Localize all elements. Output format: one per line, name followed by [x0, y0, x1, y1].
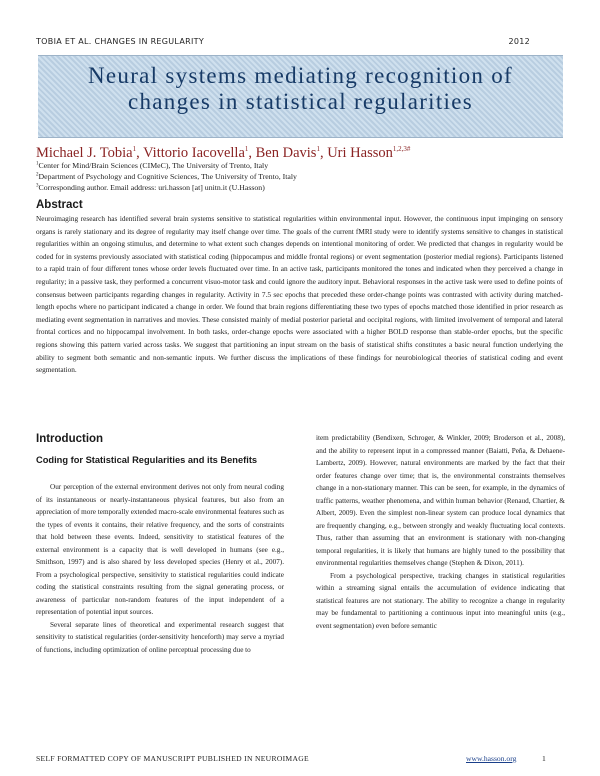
page-number: 1	[542, 754, 546, 763]
affiliation-sup: 1	[36, 161, 39, 167]
author-sup: 1	[244, 145, 249, 154]
paragraph: From a psychological perspective, tracking changes in statistical regularities within a streaming signal entails the accumulation of evidence indicating that statistical features are not stationary. The ability to recognize a change in regularity may be fundamental to partitioning a continuous input into meaningful units (e.g., event segmentation) even before semantic	[316, 571, 565, 630]
author-name: Vittorio Iacovella	[143, 145, 245, 161]
author-name: Ben Davis	[255, 145, 317, 161]
author-name: Michael J. Tobia	[36, 145, 133, 161]
left-column	[36, 481, 284, 656]
abstract-text: Neuroimaging research has identified several brain systems sensitive to statistical regularities within environmental input. However, the continuous input impinging on sensory organs is rarely stationary and its degree of regularity may itself change over time. The goals of the current fMRI study were to identify systems sensitive to changes in statistical regularities within an ongoing stimulus, and determine to what extent such changes depends on intentional monitoring of order. We predicted that changes in regularity would be coded for in systems previously associated with statistical coding (hippocampus and middle frontal regions) or event segmentation (posterior medial regions). Participants listened to a rapid train of four different tones whose order levels fluctuated over time. In an active task, participants monitored the tones and indicated when they perceived a change in regularity; in a passive task, they performed a concurrent visuo-motor task and could ignore the auditory input. Behavioral responses in the active task were used to define points of consensus between participants regarding changes in regularity. Activity in 7.5 sec epochs that preceded these order-change points was contrasted with activity during matched-length epochs where no participant indicated a change in order. We found that brain regions differentiating these two types of epochs matched those identified in prior research as mediating event segmentation in narratives and movies. These consisted mainly of medial posterior parietal and occipital regions, with limited involvement of temporal and lateral frontal cortices and no hippocampal involvement. In both tasks, order-change epochs were associated with a higher BOLD response than stable-order epochs, but the specific regions showing this pattern varied across tasks. We suggest that partitioning an input stream on the basis of statistical shifts constitutes a basic neural function underlying the ability to segment both semantic and non-semantic inputs. We further discuss the implications of these findings for neurobiological theories of statistical coding and event segmentation.	[36, 214, 563, 375]
affiliation	[36, 161, 268, 170]
footer-note: SELF FORMATTED COPY OF MANUSCRIPT PUBLISHED IN NEUROIMAGE	[36, 754, 309, 763]
affiliation	[36, 172, 297, 181]
author-list: Michael J. Tobia$^1$, Vittorio Iacovella$^1$, Ben Davis$^1$, Uri Hasson$^{1,2,3\#}$	[36, 145, 411, 161]
paragraph: Several separate lines of theoretical and experimental research suggest that sensitivity to statistical regularities (order-sensitivity henceforth) may serve a myriad of functions, including optimization of online perceptual processing due to	[36, 620, 284, 654]
abstract-heading: Abstract	[36, 199, 83, 211]
running-head-year: 2012	[508, 37, 530, 46]
affiliation-text: Corresponding author. Email address: uri.hasson [at] unitn.it (U.Hasson)	[38, 183, 265, 192]
title-line-1: Neural systems mediating recognition of	[88, 63, 513, 88]
section-subheading: Coding for Statistical Regularities and its Benefits	[36, 455, 258, 465]
affiliation-text: Center for Mind/Brain Sciences (CIMeC), The University of Trento, Italy	[38, 161, 269, 170]
paper-title	[38, 63, 563, 115]
footer-link[interactable]	[466, 754, 516, 763]
affiliation-text: Department of Psychology and Cognitive Sciences, The University of Trento, Italy	[38, 172, 297, 181]
title-line-2: changes in statistical regularities	[127, 89, 474, 114]
footer-url[interactable]: www.hasson.org	[466, 754, 517, 763]
author-name: Uri Hasson	[327, 145, 393, 161]
author-sup: 1	[132, 145, 137, 154]
author-sup: 1	[316, 145, 320, 154]
affiliation	[36, 183, 265, 192]
paragraph: item predictability (Bendixen, Schroger, & Winkler, 2009; Broderson et al., 2008), and the ability to represent input in a compressed manner (Baiatti, Peña, & Dehaene-Lambertz, 2009). However, natural environments are marked by the fact that their order features change over time; that is, the environmental constraints themselves change in a non-stationary manner. This can be seen, for example, in the dynamics of traffic patterns, weather phenomena, and within human behavior (Renaud, Chartier, & Albert, 2009). Even the simplest non-linear system can produce local dynamics that are frequently changing, e.g., between strongly and weakly fluctuating local contexts. Thus, rather than assuming that an environment is stationary with non-changing temporal regularities, it is likely that humans are highly tuned to the possibility that environmental regularities themselves change (Stephen & Dixon, 2011).	[316, 434, 565, 567]
running-head: TOBIA ET AL. CHANGES IN REGULARITY	[36, 37, 205, 46]
right-column	[316, 432, 565, 632]
affiliation-sup: 2	[36, 172, 39, 178]
affiliation-sup: 3	[36, 183, 39, 189]
introduction-heading: Introduction	[36, 433, 104, 445]
paragraph: Our perception of the external environment derives not only from neural coding of its instantaneous or nearly-instantaneous physical features, but also from an appreciation of more temporally extended macro-scale environmental features such as the types of events it contains, their relative frequency, and the sorts of constraints that hold between these events. Indeed, sensitivity to statistical features of the external environment is a capacity that is well developed in humans (see e.g., Smithson, 1997) and is also shared by less developed species (Henry et al., 2007). From a psychological perspective, sensitivity to statistical regularities could indicate coding the statistical constraints resulting from the signal generating process, or awareness of particular non-random features of the input independent of a representation of potential input sources.	[36, 483, 284, 616]
author-sup: 1,2,3#	[392, 145, 411, 154]
